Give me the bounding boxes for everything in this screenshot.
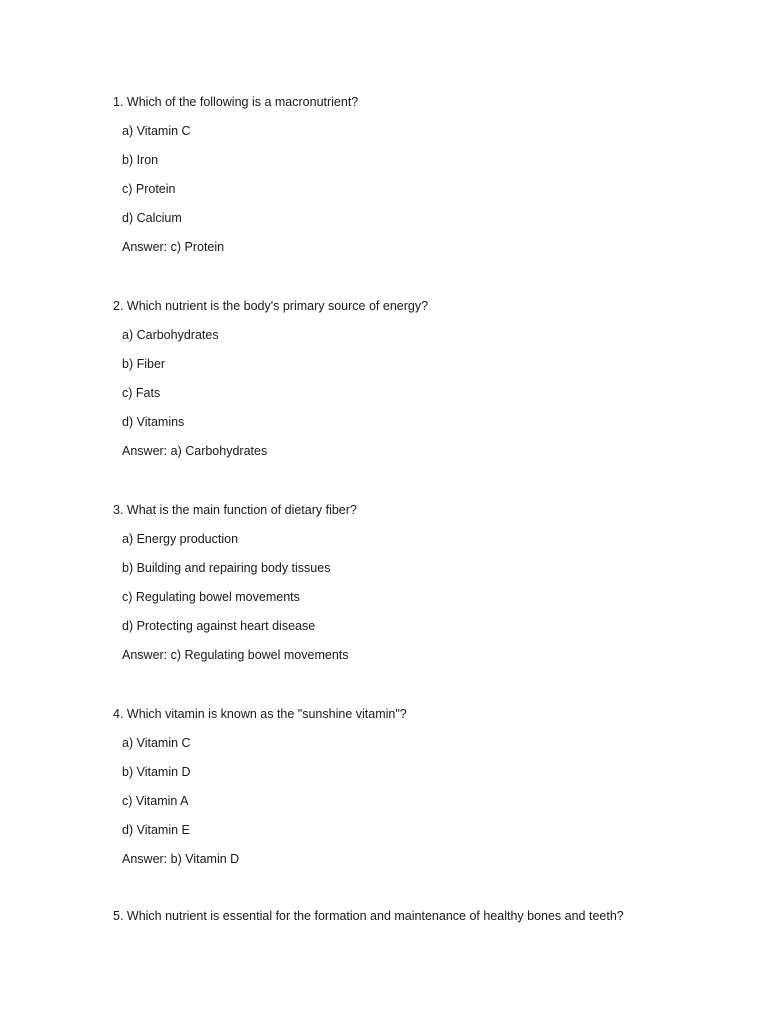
answer-option: a) Vitamin C [122,736,191,750]
answer-option: c) Protein [122,182,176,196]
correct-answer: Answer: c) Regulating bowel movements [122,648,349,662]
question-text: 5. Which nutrient is essential for the formation and maintenance of healthy bones and teeth? [113,909,624,923]
question-text: 2. Which nutrient is the body's primary source of energy? [113,299,429,313]
answer-option: a) Energy production [122,532,239,546]
correct-answer: Answer: b) Vitamin D [122,852,240,866]
answer-option: d) Calcium [122,211,182,225]
answer-option: c) Fats [122,386,161,400]
answer-option: b) Fiber [122,357,166,371]
answer-option: b) Building and repairing body tissues [122,561,331,575]
answer-option: c) Regulating bowel movements [122,590,300,604]
answer-option: a) Carbohydrates [122,328,219,342]
question-text: 4. Which vitamin is known as the "sunshine vitamin"? [113,707,407,721]
answer-option: d) Vitamin E [122,823,190,837]
question-text: 1. Which of the following is a macronutrient? [113,95,359,109]
answer-option: b) Vitamin D [122,765,191,779]
answer-option: b) Iron [122,153,159,167]
answer-option: a) Vitamin C [122,124,191,138]
answer-option: d) Protecting against heart disease [122,619,316,633]
answer-option: d) Vitamins [122,415,185,429]
correct-answer: Answer: a) Carbohydrates [122,444,268,458]
answer-option: c) Vitamin A [122,794,189,808]
correct-answer: Answer: c) Protein [122,240,225,254]
question-text: 3. What is the main function of dietary fiber? [113,503,357,517]
